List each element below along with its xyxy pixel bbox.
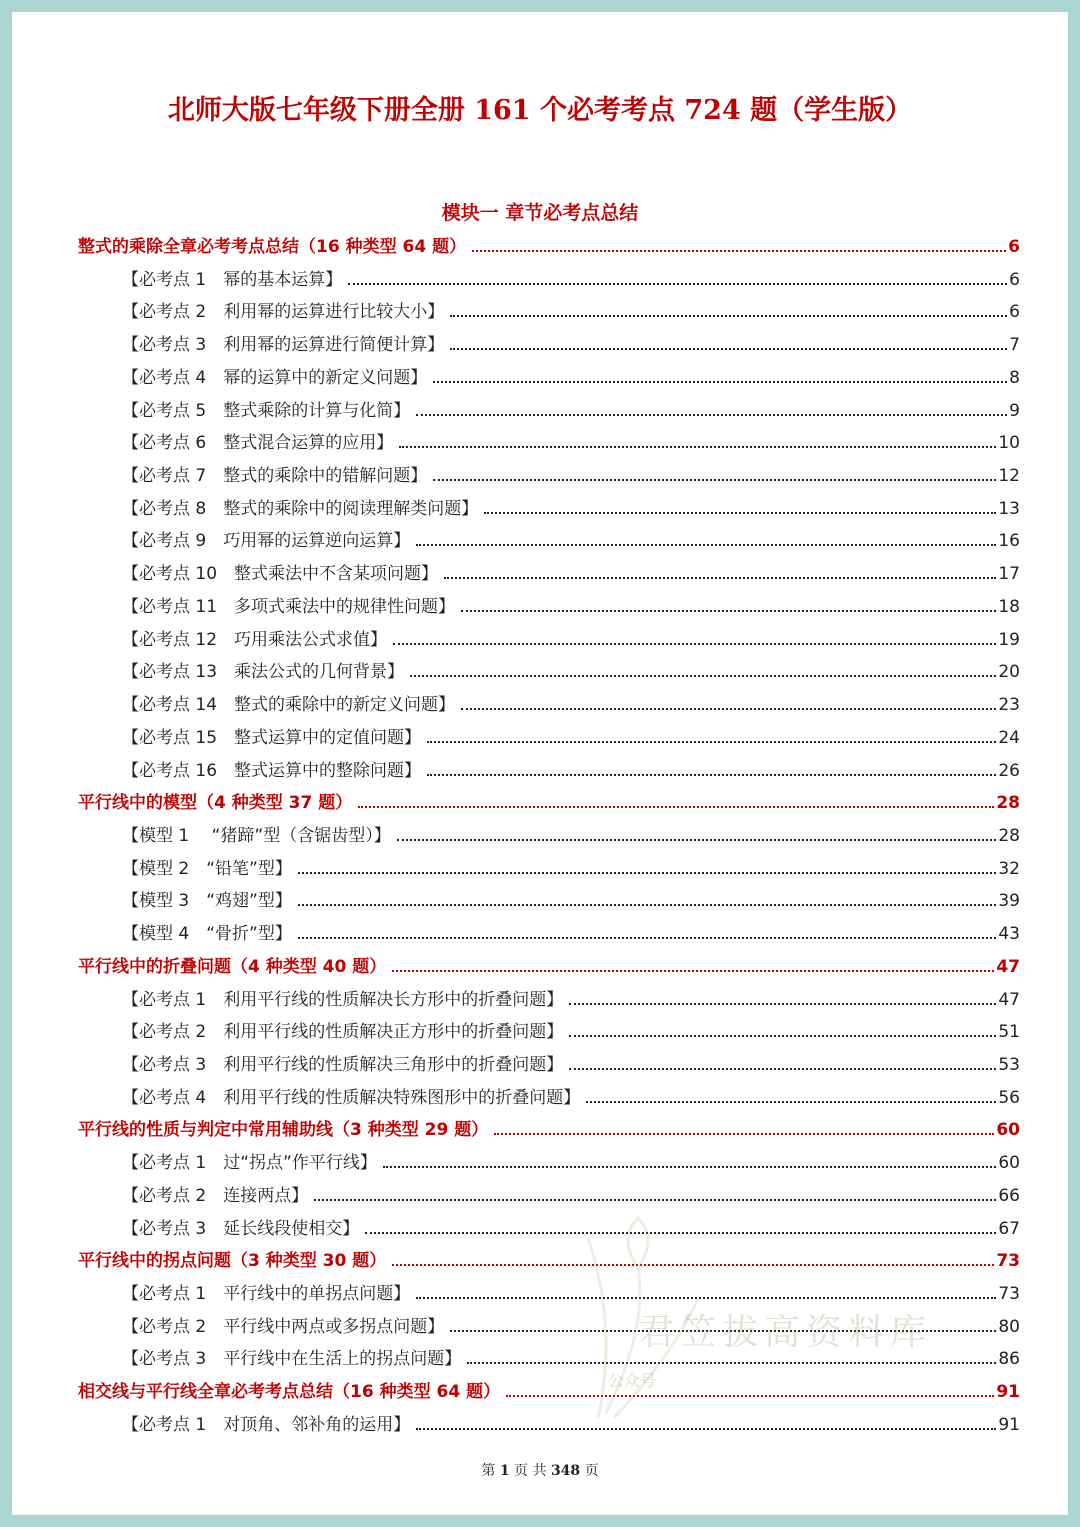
toc-entry-label: 【必考点 1 幂的基本运算】: [122, 269, 343, 290]
footer-prefix: 第: [481, 1463, 496, 1479]
toc-dot-leader: [506, 1395, 994, 1397]
toc-item-row[interactable]: [78, 723, 1020, 753]
toc-page-number: 18: [998, 596, 1020, 617]
toc-entry-label: 【必考点 12 巧用乘法公式求值】: [122, 629, 388, 650]
toc-dot-leader: [433, 479, 996, 481]
toc-dot-leader: [416, 414, 1007, 416]
toc-page-number: 60: [996, 1120, 1020, 1141]
toc-entry-label: 【模型 3 “鸡翅”型】: [122, 891, 292, 912]
toc-page-number: 91: [996, 1382, 1020, 1403]
toc-item-row[interactable]: [78, 1181, 1020, 1211]
toc-dot-leader: [450, 315, 1007, 317]
toc-dot-leader: [399, 446, 996, 448]
toc-item-row[interactable]: [78, 625, 1020, 655]
toc-item-row[interactable]: [78, 821, 1020, 851]
watermark-subtext: 公众号: [608, 1371, 657, 1390]
toc-page-number: 66: [998, 1185, 1020, 1206]
toc-entry-label: 【必考点 16 整式运算中的整除问题】: [122, 760, 422, 781]
toc-entry-label: 【模型 2 “铅笔”型】: [122, 858, 292, 879]
toc-entry-label: 【必考点 14 整式的乘除中的新定义问题】: [122, 695, 456, 716]
toc-page-number: 16: [998, 531, 1020, 552]
toc-entry-label: 【必考点 3 利用幂的运算进行简便计算】: [122, 335, 445, 356]
toc-item-row[interactable]: [78, 592, 1020, 622]
toc-page-number: 23: [998, 695, 1020, 716]
toc-entry-label: 【必考点 11 多项式乘法中的规律性问题】: [122, 596, 456, 617]
toc-entry-label: 【必考点 3 平行线中在生活上的拐点问题】: [122, 1349, 462, 1370]
toc-dot-leader: [569, 1035, 996, 1037]
toc-dot-leader: [450, 1330, 996, 1332]
toc-entry-label: 【必考点 1 平行线中的单拐点问题】: [122, 1284, 411, 1305]
toc-item-row[interactable]: [78, 1017, 1020, 1047]
toc-page-number: 17: [998, 564, 1020, 585]
toc-item-row[interactable]: [78, 1410, 1020, 1440]
toc-item-row[interactable]: [78, 297, 1020, 327]
toc-entry-label: 【必考点 10 整式乘法中不含某项问题】: [122, 564, 439, 585]
page-footer: [18, 1460, 1062, 1480]
toc-dot-leader: [450, 348, 1007, 350]
toc-entry-label: 【必考点 8 整式的乘除中的阅读理解类问题】: [122, 498, 479, 519]
document-title: 北师大版七年级下册全册 161 个必考考点 724 题（学生版）: [167, 95, 913, 126]
toc-page-number: 73: [998, 1284, 1020, 1305]
toc-item-row[interactable]: [78, 396, 1020, 426]
toc-dot-leader: [494, 1133, 994, 1135]
toc-item-row[interactable]: [78, 526, 1020, 556]
footer-suffix: 页: [584, 1463, 599, 1479]
toc-dot-leader: [569, 1003, 996, 1005]
toc-page-number: 6: [1008, 237, 1020, 257]
toc-page-number: 43: [998, 924, 1020, 945]
toc-entry-label: 【必考点 3 延长线段使相交】: [122, 1218, 360, 1239]
toc-item-row[interactable]: [78, 1083, 1020, 1113]
toc-dot-leader: [416, 1428, 996, 1430]
toc-entry-label: 【必考点 2 连接两点】: [122, 1185, 309, 1206]
toc-entry-label: 平行线中的拐点问题（3 种类型 30 题）: [78, 1251, 387, 1272]
toc-entry-label: 【必考点 9 巧用幂的运算逆向运算】: [122, 531, 411, 552]
toc-entry-label: 【必考点 7 整式的乘除中的错解问题】: [122, 466, 428, 487]
toc-dot-leader: [314, 1199, 996, 1201]
toc-item-row[interactable]: [78, 363, 1020, 393]
toc-dot-leader: [433, 381, 1007, 383]
toc-entry-label: 平行线中的模型（4 种类型 37 题）: [78, 793, 353, 814]
toc-page-number: 26: [998, 760, 1020, 781]
toc-dot-leader: [416, 544, 996, 546]
toc-dot-leader: [392, 970, 994, 972]
toc-page-number: 32: [998, 858, 1020, 879]
toc-entry-label: 【必考点 2 利用幂的运算进行比较大小】: [122, 302, 445, 323]
toc-entry-label: 平行线中的折叠问题（4 种类型 40 题）: [78, 956, 387, 977]
toc-item-row[interactable]: [78, 1279, 1020, 1309]
toc-page-number: 47: [998, 989, 1020, 1010]
toc-dot-leader: [298, 872, 997, 874]
toc-dot-leader: [298, 937, 997, 939]
toc-dot-leader: [393, 643, 996, 645]
toc-page-number: 28: [996, 793, 1020, 814]
toc-entry-label: 平行线的性质与判定中常用辅助线（3 种类型 29 题）: [78, 1120, 489, 1141]
toc-item-row[interactable]: [78, 1312, 1020, 1342]
toc-entry-label: 【必考点 2 利用平行线的性质解决正方形中的折叠问题】: [122, 1022, 564, 1043]
toc-entry-label: 【必考点 3 利用平行线的性质解决三角形中的折叠问题】: [122, 1055, 564, 1075]
toc-dot-leader: [461, 708, 996, 710]
toc-entry-label: 整式的乘除全章必考考点总结（16 种类型 64 题）: [78, 237, 467, 257]
toc-section-row[interactable]: [78, 952, 1020, 982]
toc-page-number: 8: [1009, 367, 1020, 388]
toc-item-row[interactable]: [78, 690, 1020, 720]
toc-section-row[interactable]: [78, 1246, 1020, 1276]
toc-entry-label: 【必考点 4 利用平行线的性质解决特殊图形中的折叠问题】: [122, 1087, 581, 1108]
toc-entry-label: 【必考点 13 乘法公式的几何背景】: [122, 662, 405, 683]
toc-item-row[interactable]: [78, 1214, 1020, 1244]
toc-section-row[interactable]: [78, 1377, 1020, 1407]
toc-entry-label: 【必考点 15 整式运算中的定值问题】: [122, 727, 422, 748]
toc-dot-leader: [427, 741, 996, 743]
toc-item-row[interactable]: [78, 330, 1020, 360]
toc-page-number: 12: [998, 466, 1020, 487]
toc-entry-label: 【必考点 5 整式乘除的计算与化简】: [122, 400, 411, 421]
toc-page-number: 51: [998, 1022, 1020, 1043]
toc-page-number: 67: [998, 1218, 1020, 1239]
toc-page-number: 80: [998, 1316, 1020, 1337]
toc-page-number: 91: [998, 1414, 1020, 1435]
toc-dot-leader: [348, 283, 1007, 285]
toc-page-number: 13: [998, 498, 1020, 519]
toc-page-number: 39: [998, 891, 1020, 912]
toc-dot-leader: [416, 1297, 996, 1299]
toc-item-row[interactable]: [78, 461, 1020, 491]
toc-entry-label: 【必考点 1 对顶角、邻补角的运用】: [122, 1414, 411, 1435]
toc-dot-leader: [586, 1101, 996, 1103]
toc-page-number: 19: [998, 629, 1020, 650]
toc-item-row[interactable]: [78, 854, 1020, 884]
toc-section-row[interactable]: [78, 1115, 1020, 1145]
toc-entry-label: 【必考点 2 平行线中两点或多拐点问题】: [122, 1316, 445, 1337]
toc-page-number: 73: [996, 1251, 1020, 1272]
total-pages: 348: [550, 1463, 581, 1479]
toc-page-number: 6: [1009, 269, 1020, 290]
toc-item-row[interactable]: [78, 886, 1020, 916]
toc-page-number: 47: [996, 956, 1020, 977]
toc-page-number: 56: [998, 1087, 1020, 1108]
toc-dot-leader: [392, 1264, 994, 1266]
toc-page-number: 24: [998, 727, 1020, 748]
toc-item-row[interactable]: [78, 919, 1020, 949]
toc-page-number: 10: [998, 433, 1020, 454]
toc-dot-leader: [484, 512, 996, 514]
toc-page-number: 53: [998, 1055, 1020, 1075]
toc-dot-leader: [569, 1068, 996, 1070]
footer-middle: 页 共: [514, 1463, 547, 1479]
toc-dot-leader: [410, 675, 996, 677]
toc-item-row[interactable]: [78, 265, 1020, 295]
toc-entry-label: 【必考点 1 过“拐点”作平行线】: [122, 1153, 377, 1174]
toc-page-number: 86: [998, 1349, 1020, 1370]
toc-item-row[interactable]: [78, 559, 1020, 589]
toc-entry-label: 【必考点 1 利用平行线的性质解决长方形中的折叠问题】: [122, 989, 564, 1010]
toc-entry-label: 【必考点 4 幂的运算中的新定义问题】: [122, 367, 428, 388]
toc-section-row[interactable]: [78, 788, 1020, 818]
toc-dot-leader: [461, 610, 996, 612]
toc-entry-label: 【模型 1 “猪蹄”型（含锯齿型）】: [122, 825, 391, 846]
toc-item-row[interactable]: [78, 1344, 1020, 1374]
toc-item-row[interactable]: [78, 494, 1020, 524]
toc-dot-leader: [467, 1362, 996, 1364]
toc-entry-label: 【必考点 6 整式混合运算的应用】: [122, 433, 394, 454]
toc-entry-label: 相交线与平行线全章必考考点总结（16 种类型 64 题）: [78, 1382, 501, 1403]
toc-dot-leader: [427, 774, 996, 776]
document-page: [18, 18, 1062, 1509]
current-page-number: 1: [499, 1463, 510, 1479]
toc-page-number: 20: [998, 662, 1020, 683]
toc-dot-leader: [444, 577, 996, 579]
toc-entry-label: 【模型 4 “骨折”型】: [122, 924, 292, 945]
toc-page-number: 6: [1009, 302, 1020, 323]
toc-item-row[interactable]: [78, 1050, 1020, 1080]
toc-dot-leader: [298, 904, 997, 906]
module-heading: 模块一 章节必考点总结: [441, 202, 639, 224]
toc-item-row[interactable]: [78, 428, 1020, 458]
toc-page-number: 9: [1009, 400, 1020, 421]
toc-page-number: 7: [1009, 335, 1020, 356]
toc-item-row[interactable]: [78, 1148, 1020, 1178]
toc-dot-leader: [472, 250, 1006, 252]
toc-item-row[interactable]: [78, 985, 1020, 1015]
watermark-text: 君笠拔高资料库: [638, 1312, 933, 1353]
toc-page-number: 60: [998, 1153, 1020, 1174]
toc-dot-leader: [397, 839, 997, 841]
toc-dot-leader: [365, 1232, 996, 1234]
toc-section-row[interactable]: [78, 232, 1020, 262]
toc-dot-leader: [358, 806, 994, 808]
toc-item-row[interactable]: [78, 657, 1020, 687]
toc-dot-leader: [383, 1166, 997, 1168]
toc-page-number: 28: [998, 825, 1020, 846]
toc-item-row[interactable]: [78, 756, 1020, 786]
